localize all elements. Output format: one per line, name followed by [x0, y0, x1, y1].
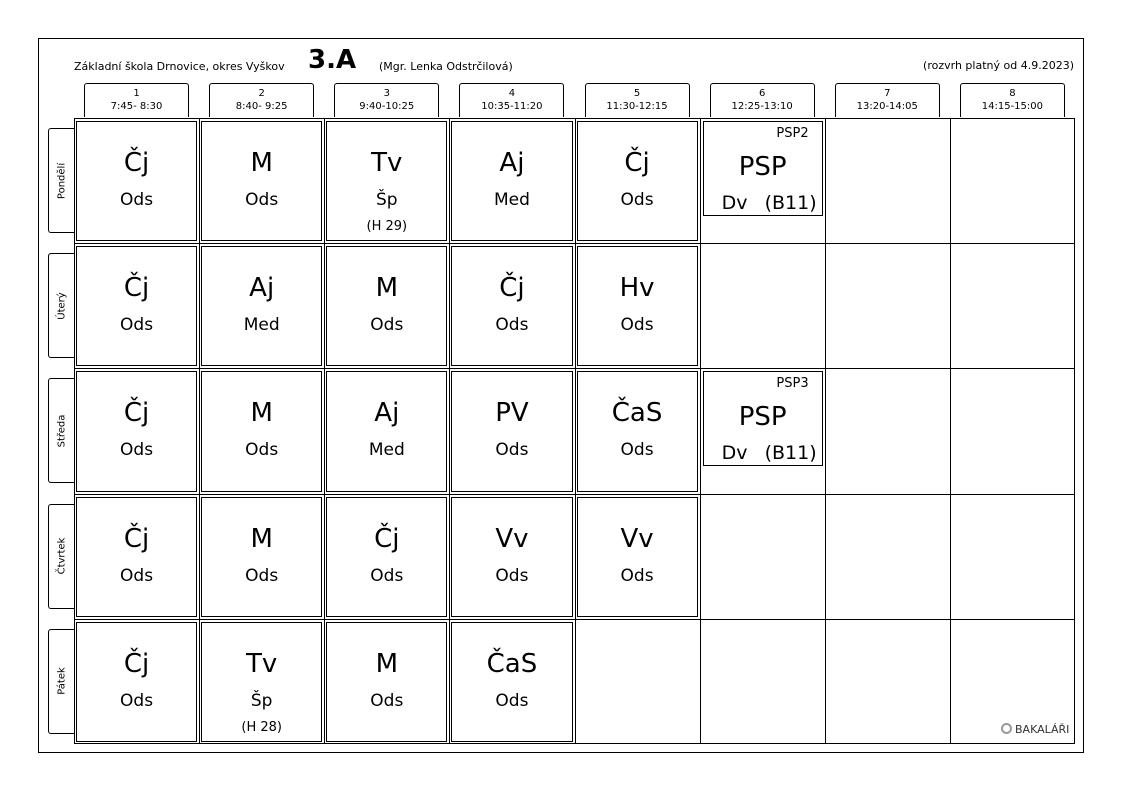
lesson-teacher: Ods: [120, 690, 154, 711]
lesson-room: (H 29): [366, 219, 408, 234]
period-time: 8:40- 9:25: [235, 101, 288, 112]
lesson-card: [326, 497, 447, 617]
lesson-teacher: Ods: [495, 315, 529, 336]
lesson-subject: Čj: [123, 648, 150, 679]
group-lesson-card: [703, 371, 823, 466]
grid-column-line: [449, 118, 450, 744]
lesson-card: [451, 622, 572, 742]
lesson-subject: Aj: [374, 398, 400, 429]
lesson-teacher: Ods: [120, 440, 154, 461]
period-number: 8: [1009, 88, 1016, 99]
lesson-teacher: Ods: [120, 315, 154, 336]
lesson-card: [451, 121, 572, 241]
bakalari-logo-icon: [1001, 723, 1012, 734]
lesson-teacher: Med: [368, 440, 405, 461]
grid-column-line: [700, 118, 701, 744]
period-tab-1: [84, 83, 189, 117]
period-number: 6: [758, 88, 766, 99]
lesson-teacher: Ods: [370, 690, 404, 711]
grid-row-line: [74, 619, 1075, 620]
lesson-teacher: Ods: [245, 440, 279, 461]
period-time: 14:15-15:00: [981, 101, 1043, 112]
lesson-subject: Čj: [123, 273, 150, 304]
group-name: PSP3: [776, 376, 809, 392]
lesson-subject: Čj: [374, 523, 400, 554]
logo-text: BAKALÁŘI: [1015, 723, 1070, 736]
day-tab-2: [48, 253, 74, 358]
lesson-teacher: Ods: [620, 440, 654, 461]
period-number: 1: [133, 88, 140, 99]
grid-row-line: [74, 243, 1075, 244]
lesson-teacher: Ods: [370, 565, 404, 586]
lesson-card: [76, 246, 197, 366]
day-label: Středa: [56, 414, 67, 448]
lesson-card: [577, 497, 698, 617]
lesson-teacher: Ods: [495, 565, 529, 586]
group-name: PSP2: [776, 126, 809, 141]
period-tab-8: [960, 83, 1065, 117]
day-tab-3: [48, 378, 74, 483]
lesson-subject: Čj: [123, 398, 150, 429]
period-time: 7:45- 8:30: [110, 101, 163, 112]
period-time: 9:40-10:25: [359, 101, 415, 112]
lesson-card: [451, 497, 572, 617]
period-tab-3: [334, 83, 439, 117]
lesson-teacher: Ods: [245, 565, 279, 586]
day-tab-4: [48, 504, 74, 609]
lesson-subject: Vv: [495, 523, 529, 554]
period-time: 11:30-12:15: [606, 101, 668, 112]
bakalari-logo: [1001, 723, 1069, 736]
lesson-card: [577, 371, 698, 491]
lesson-card: [326, 121, 447, 241]
period-number: 4: [508, 88, 516, 99]
lesson-card: [201, 246, 322, 366]
lesson-teacher: Ods: [245, 190, 279, 210]
period-tab-5: [585, 83, 690, 117]
lesson-card: [201, 371, 322, 491]
day-label: Pondělí: [56, 162, 67, 199]
period-number: 2: [258, 88, 265, 99]
day-tab-5: [48, 629, 74, 734]
lesson-subject: M: [250, 148, 273, 178]
lesson-card: [76, 497, 197, 617]
period-time: 12:25-13:10: [731, 101, 793, 112]
lesson-subject: M: [250, 523, 273, 554]
period-number: 5: [633, 88, 641, 99]
lesson-card: [76, 622, 197, 742]
lesson-teacher: Ods: [620, 190, 654, 210]
lesson-subject: PSP: [738, 402, 787, 433]
grid-column-line: [324, 118, 325, 744]
lesson-subject: PSP: [738, 152, 787, 182]
period-time: 13:20-14:05: [856, 101, 918, 112]
grid-row-line: [74, 494, 1075, 495]
lesson-card: [76, 121, 197, 241]
lesson-teacher: Ods: [370, 315, 404, 336]
period-number: 7: [884, 88, 891, 99]
lesson-card: [201, 497, 322, 617]
class-name: 3.A: [308, 45, 357, 75]
lesson-teacher: Med: [243, 315, 280, 336]
lesson-card: [326, 622, 447, 742]
period-tab-4: [459, 83, 564, 117]
grid-column-line: [950, 118, 951, 744]
lesson-subject: M: [375, 273, 399, 304]
grid-column-line: [825, 118, 826, 744]
lesson-subject: M: [375, 648, 399, 679]
lesson-card: [201, 622, 322, 742]
lesson-room: (B11): [764, 192, 817, 214]
lesson-subject: Čj: [123, 523, 150, 554]
lesson-subject: M: [250, 398, 273, 429]
lesson-subject: PV: [495, 398, 529, 429]
day-label: Čtvrtek: [56, 537, 67, 575]
lesson-card: [577, 121, 698, 241]
lesson-subject: Aj: [249, 273, 275, 304]
day-label: Úterý: [56, 291, 67, 320]
lesson-subject: Čj: [123, 148, 150, 178]
lesson-room: (B11): [764, 442, 817, 465]
period-number: 3: [383, 88, 390, 99]
lesson-subject: ČaS: [486, 648, 538, 679]
lesson-subject: Tv: [246, 648, 278, 679]
day-label: Pátek: [56, 667, 67, 696]
lesson-teacher: Ods: [620, 565, 654, 586]
period-tab-2: [209, 83, 314, 117]
lesson-subject: ČaS: [611, 398, 663, 429]
period-tab-6: [710, 83, 815, 117]
class-teacher: (Mgr. Lenka Odstrčilová): [379, 60, 513, 73]
lesson-teacher: Ods: [120, 190, 154, 210]
period-tab-7: [835, 83, 940, 117]
lesson-card: [76, 371, 197, 491]
grid-column-line: [199, 118, 200, 744]
lesson-teacher: Šp: [250, 690, 273, 711]
lesson-teacher: Dv: [721, 442, 748, 465]
lesson-teacher: Šp: [376, 190, 398, 210]
lesson-card: [201, 121, 322, 241]
lesson-subject: Hv: [619, 273, 655, 304]
grid-row-line: [74, 368, 1075, 369]
lesson-card: [451, 246, 572, 366]
lesson-teacher: Ods: [495, 440, 529, 461]
lesson-teacher: Ods: [120, 565, 154, 586]
lesson-card: [451, 371, 572, 491]
lesson-subject: Čj: [499, 273, 525, 304]
group-lesson-card: [703, 121, 823, 216]
lesson-teacher: Ods: [620, 315, 654, 336]
lesson-teacher: Med: [493, 190, 530, 210]
lesson-subject: Aj: [499, 148, 525, 178]
lesson-card: [326, 246, 447, 366]
lesson-subject: Vv: [620, 523, 654, 554]
lesson-subject: Tv: [371, 148, 403, 178]
day-tab-1: [48, 128, 74, 233]
valid-from: (rozvrh platný od 4.9.2023): [923, 59, 1074, 72]
lesson-room: (H 28): [241, 719, 282, 735]
lesson-teacher: Ods: [495, 690, 529, 711]
period-time: 10:35-11:20: [481, 101, 543, 112]
lesson-card: [326, 371, 447, 491]
lesson-subject: Čj: [624, 148, 650, 178]
lesson-card: [577, 246, 698, 366]
school-name: Základní škola Drnovice, okres Vyškov: [74, 60, 285, 73]
lesson-teacher: Dv: [721, 192, 748, 214]
